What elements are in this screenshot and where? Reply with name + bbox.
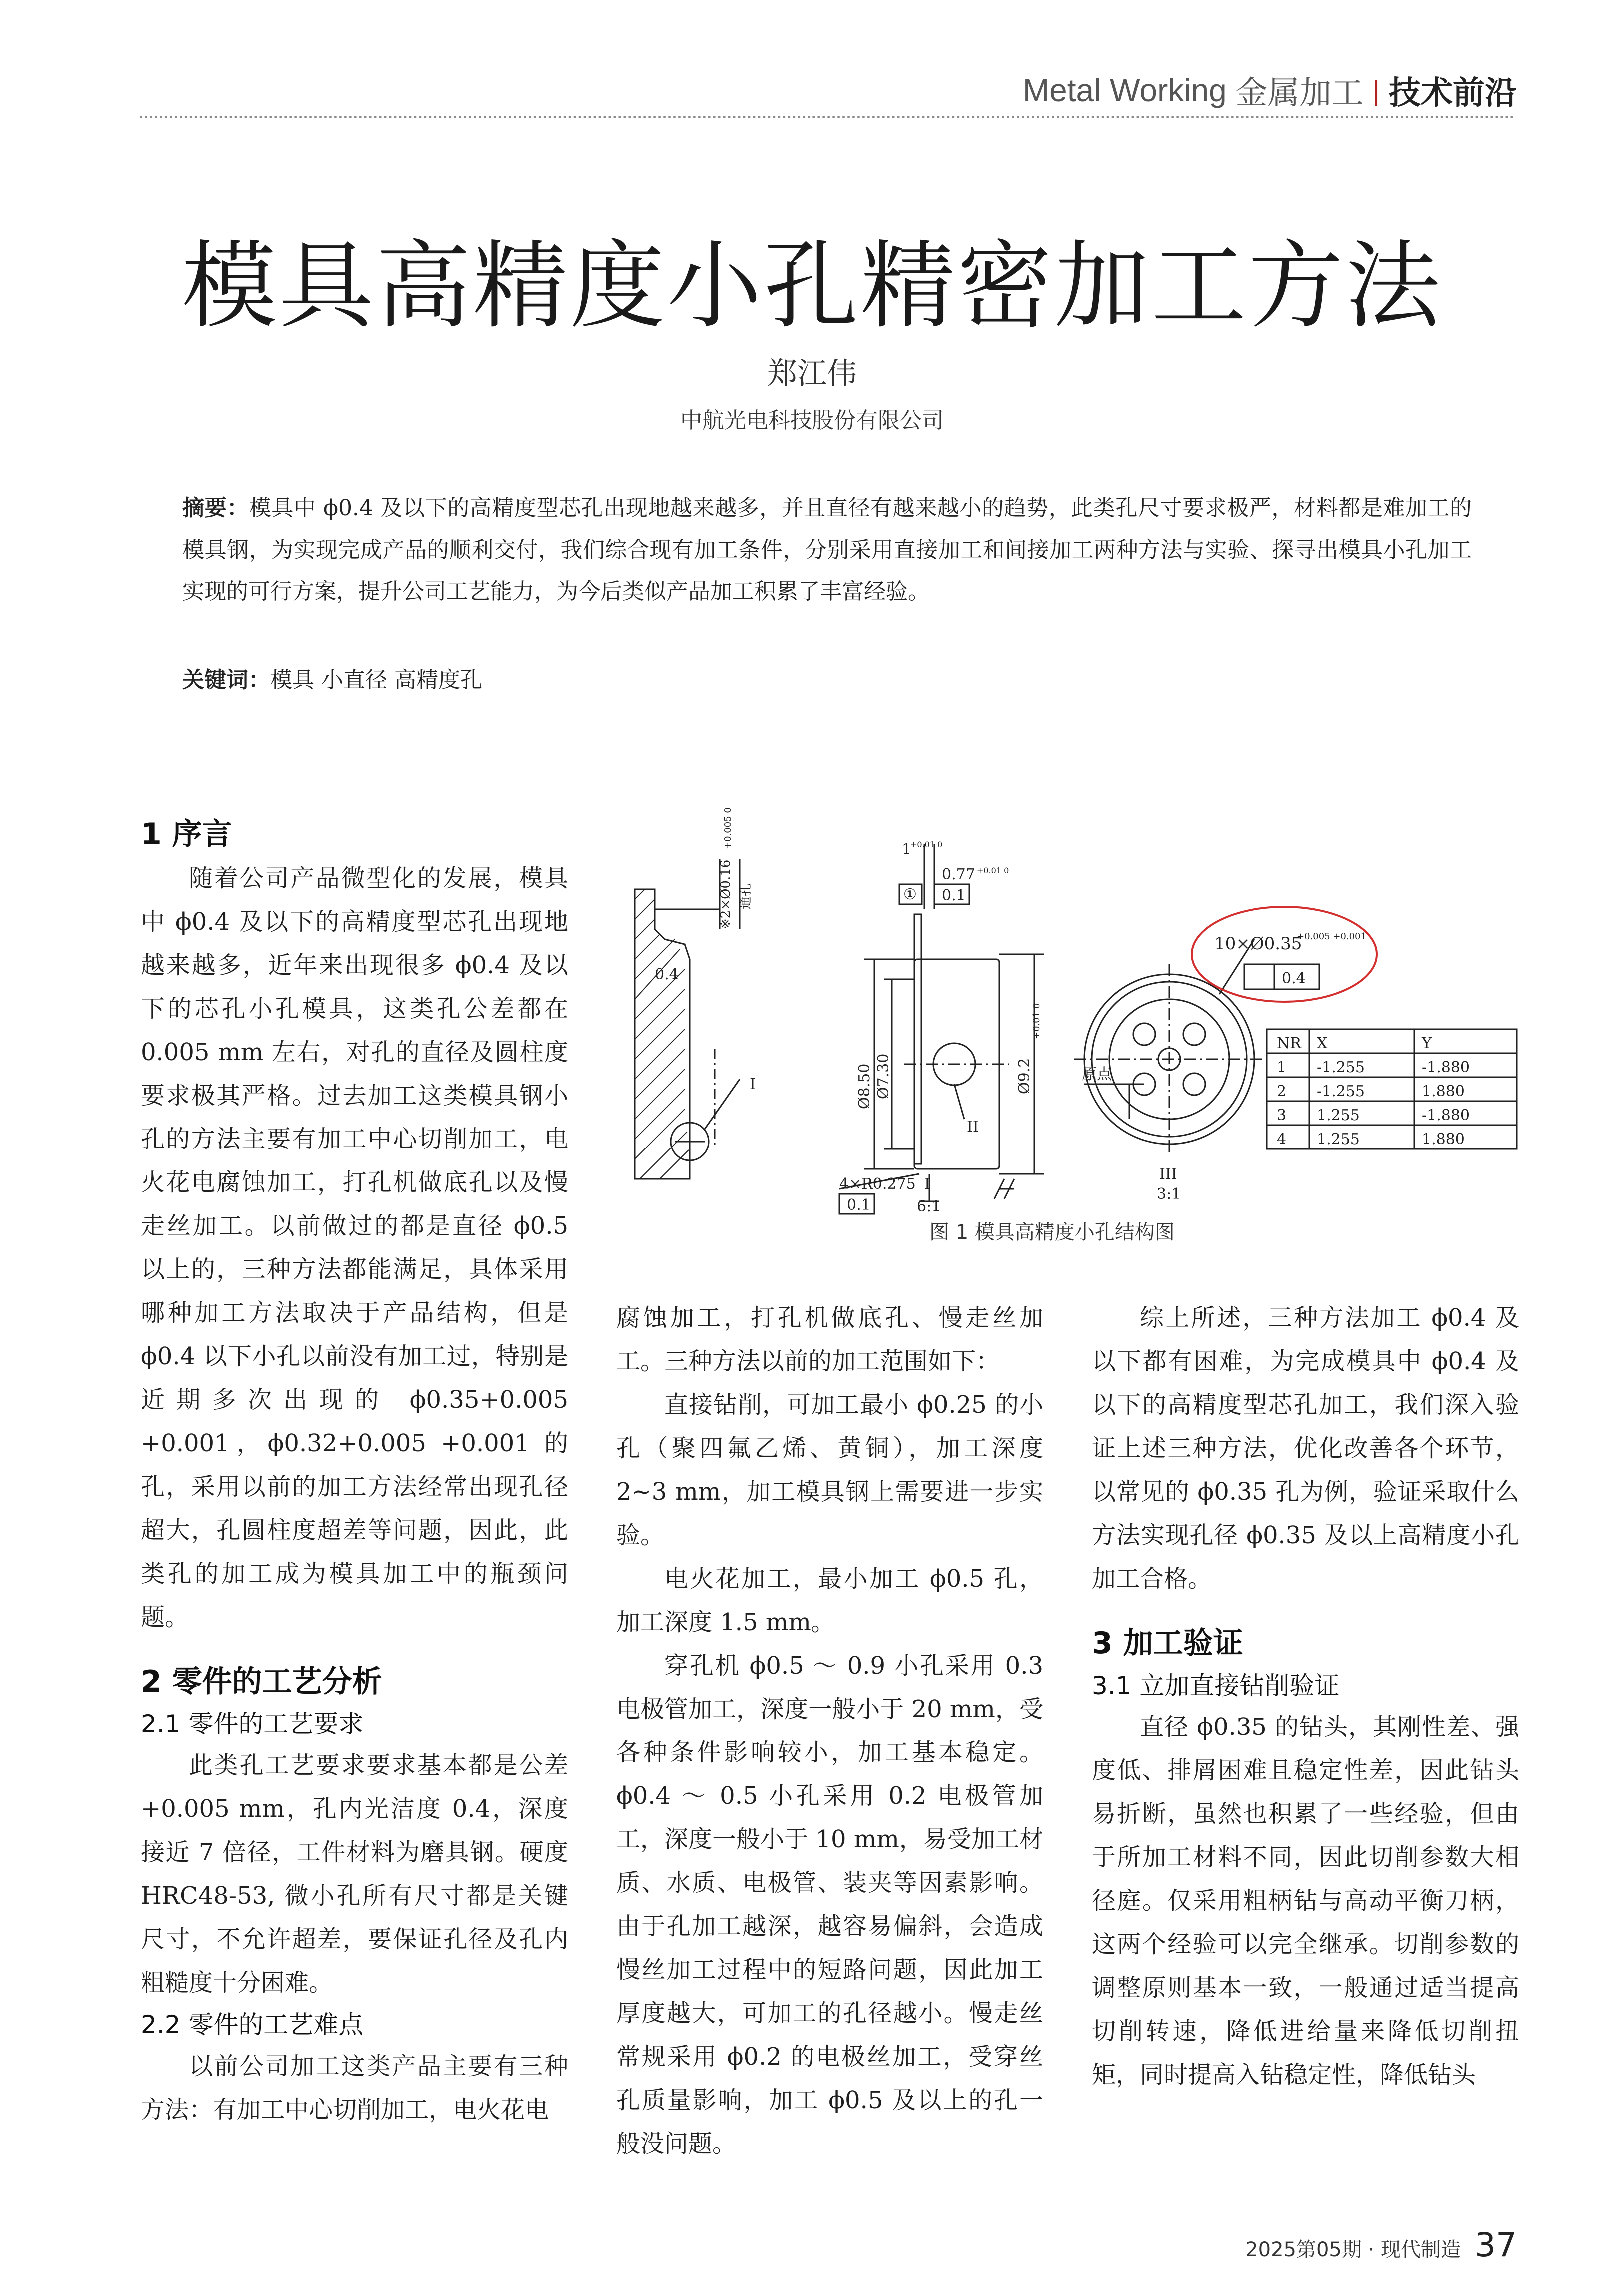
table-cell: 1.880 [1422, 1131, 1465, 1148]
subsection-heading-3-1: 3.1 立加直接钻削验证 [1092, 1671, 1340, 1700]
keywords [182, 662, 482, 694]
figure-caption: 图 1 模具高精度小孔结构图 [929, 1221, 1175, 1244]
abstract-text: 模具中 ϕ0.4 及以下的高精度型芯孔出现地越来越多，并且直径有越来越小的趋势，此类孔尺寸要求极严，材料都是难加工的模具钢，为实现完成产品的顺利交付，我们综合现有加工条件，分别采用直接加工和间接加工两种方法与实验、探寻出模具小孔加工实现的可行方案，提升公司工艺能力，为今后类似产品加工积累了丰富经验。 [182, 495, 1472, 604]
figure-structure-drawing [605, 807, 1529, 1219]
table-cell: -1.880 [1422, 1107, 1470, 1124]
coordinate-table-frame [1267, 1029, 1517, 1149]
label-flat01: 0.1 [847, 1196, 871, 1214]
label-callout: 10×Ø0.35 [1214, 934, 1302, 954]
paragraph-continued: 腐蚀加工，打孔机做底孔、慢走丝加工。三种方法以前的加工范围如下： [616, 1304, 1043, 1375]
drawing-svg [605, 807, 1529, 1219]
label-tol-04: 0.4 [655, 966, 679, 983]
abstract-label: 摘要： [182, 495, 249, 521]
author-name: 郑江伟 [767, 356, 857, 391]
paragraph-intro: 随着公司产品微型化的发展，模具中 ϕ0.4 及以下的高精度型芯孔出现地越来越多，近年来出现很多 ϕ0.4 及以下的芯孔小孔模具，这类孔公差都在 0.005 mm 左右，对孔的直径及圆柱度要求极其严格。过去加工这类模具钢小孔的方法主要有加工中心切削加工，电火花电腐蚀加工，打孔机做底孔以及慢走丝加工。以前做过的都是直径 ϕ0.5 以上的，三种方法都能满足，具体采用哪种加工方法取决于产品结构，但是 ϕ0.4 以下小孔以前没有加工过，特别是近期多次出现的 ϕ0.35+0.005 +0.001，ϕ0.32+0.005 +0.001 的孔，采用以前的加工方法经常出现孔径超大，孔圆柱度超差等问题，因此，此类孔的加工成为模具加工中的瓶颈问题。 [141, 864, 568, 1631]
article-title: 模具高精度小孔精密加工方法 [181, 231, 1442, 341]
label-d850: Ø8.50 [856, 1063, 873, 1109]
subsection-heading-2-1: 2.1 零件的工艺要求 [141, 1710, 364, 1738]
section-view-outline [635, 889, 690, 1179]
journal-name-en: Metal Working [1022, 72, 1227, 108]
table-header-cell: Y [1422, 1035, 1432, 1052]
label-r275: 4×R0.275 [839, 1175, 916, 1193]
keywords-label: 关键词： [182, 667, 270, 693]
label-callout-tol: +0.005 +0.001 [1297, 931, 1366, 942]
table-cell: 1.255 [1317, 1107, 1360, 1124]
section-name: 技术前沿 [1389, 75, 1517, 111]
table-cell: -1.255 [1317, 1083, 1365, 1100]
subsection-heading-2-2: 2.2 零件的工艺难点 [141, 2010, 364, 2039]
paragraph-direct-drilling: 直径 ϕ0.35 的钻头，其刚性差、强度低、排屑困难且稳定性差，因此钻头易折断，虽然也积累了一些经验，但由于所加工材料不同，因此切削参数大相径庭。仅采用粗柄钻与高动平衡刀柄，这两个经验可以完全继承。切削参数的调整原则基本一致，一般通过适当提高切削转速，降低进给量来降低切削扭矩，同时提高入钻稳定性，降低钻头 [1092, 1713, 1519, 2089]
paragraph-difficulties: 以前公司加工这类产品主要有三种方法：有加工中心切削加工，电火花电 [141, 2052, 568, 2124]
header-rule [140, 116, 1514, 118]
paragraph-edm: 电火花加工，最小加工 ϕ0.5 孔，加工深度 1.5 mm。 [616, 1565, 1043, 1636]
keywords-text: 模具 小直径 高精度孔 [270, 667, 482, 693]
paragraph-summary: 综上所述，三种方法加工 ϕ0.4 及以下都有困难，为完成模具中 ϕ0.4 及以下的高精度型芯孔加工，我们深入验证上述三种方法，优化改善各个环节，以常见的 ϕ0.35 孔为例，验证采取什么方法实现孔径 ϕ0.35 及以上高精度小孔加工合格。 [1092, 1304, 1519, 1593]
label-view-I: I [924, 1175, 930, 1193]
column-1 [141, 812, 568, 2132]
table-header-cell: NR [1277, 1035, 1301, 1052]
table-cell: 1.880 [1422, 1083, 1465, 1100]
pin-hole-4 [1183, 1073, 1205, 1095]
journal-name-cn: 金属加工 [1235, 75, 1364, 111]
label-one-top: 1 [902, 841, 912, 858]
label-view-III: III [1159, 1165, 1177, 1183]
table-cell: 1 [1277, 1059, 1287, 1076]
pin-hole-2 [1183, 1023, 1205, 1045]
paragraph-requirements: 此类孔工艺要求要求基本都是公差 +0.005 mm，孔内光洁度 0.4，深度接近 7 倍径，工件材料为磨具钢。硬度 HRC48-53, 微小孔所有尺寸都是关键尺寸，不允许超差，要保证孔径及孔内粗糙度十分困难。 [141, 1751, 568, 1997]
label-perp01: 0.1 [942, 887, 966, 904]
table-cell: 3 [1277, 1107, 1287, 1124]
abstract [182, 487, 1472, 613]
section-heading-1: 1 序言 [141, 817, 232, 852]
label-pos04: 0.4 [1282, 970, 1306, 987]
running-header [1023, 67, 1517, 113]
page-footer [1245, 2226, 1517, 2264]
table-cell: 2 [1277, 1083, 1287, 1100]
table-cell: 1.255 [1317, 1131, 1360, 1148]
section-heading-2: 2 零件的工艺分析 [141, 1664, 382, 1699]
affiliation: 中航光电科技股份有限公司 [680, 408, 944, 433]
paragraph-drilling: 直接钻削，可加工最小 ϕ0.25 的小孔（聚四氟乙烯、黄铜），加工深度 2~3 mm，加工模具钢上需要进一步实验。 [616, 1391, 1043, 1549]
table-cell: 4 [1277, 1131, 1287, 1148]
pin-hole-1 [1133, 1023, 1155, 1045]
issue-info: 2025第05期 · 现代制造 [1245, 2238, 1461, 2261]
label-hole-note: ※2×Ø0.16 [718, 859, 733, 929]
label-circ1: ① [903, 886, 917, 903]
label-leader-II: II [967, 1118, 979, 1136]
page-number: 37 [1475, 2226, 1517, 2264]
label-origin: 原点 [1082, 1066, 1112, 1083]
label-one-tol: +0.01 0 [910, 840, 943, 849]
header-separator: | [1372, 74, 1380, 106]
label-hole-tol: +0.005 0 [723, 807, 733, 849]
label-d92: Ø9.2 [1016, 1058, 1033, 1094]
table-cell: -1.255 [1317, 1059, 1365, 1076]
label-d730: Ø7.30 [875, 1053, 892, 1099]
label-d077-tol: +0.01 0 [977, 866, 1009, 875]
table-cell: -1.880 [1422, 1059, 1470, 1076]
label-scale-3: 3:1 [1157, 1185, 1181, 1203]
section-heading-3: 3 加工验证 [1092, 1626, 1243, 1661]
section-hatch [635, 889, 689, 1179]
column-2 [616, 1296, 1043, 2166]
label-scale-6: 6:1 [917, 1198, 941, 1215]
paragraph-piercing: 穿孔机 ϕ0.5 ～ 0.9 小孔采用 0.3 电极管加工，深度一般小于 20 mm，受各种条件影响较小，加工基本稳定。ϕ0.4 ～ 0.5 小孔采用 0.2 电极管加工，深度一般小于 10 mm，易受加工材质、水质、电极管、装夹等因素影响。由于孔加工越深，越容易偏斜，会造成慢丝加工过程中的短路问题，因此加工厚度越大，可加工的孔径越小。慢走丝常规采用 ϕ0.2 的电极丝加工，受穿丝孔质量影响，加工 ϕ0.5 及以上的孔一般没问题。 [616, 1652, 1043, 2158]
label-d077: 0.77 [942, 866, 975, 883]
coordinate-table [1277, 1035, 1470, 1148]
table-header-cell: X [1317, 1035, 1328, 1052]
label-leader-I: I [750, 1076, 756, 1093]
label-d92-tol: +0.01 0 [1031, 1003, 1042, 1039]
column-3 [1092, 1296, 1519, 2097]
label-through: 通孔 [738, 883, 753, 909]
callout-ellipse [1192, 907, 1377, 1002]
